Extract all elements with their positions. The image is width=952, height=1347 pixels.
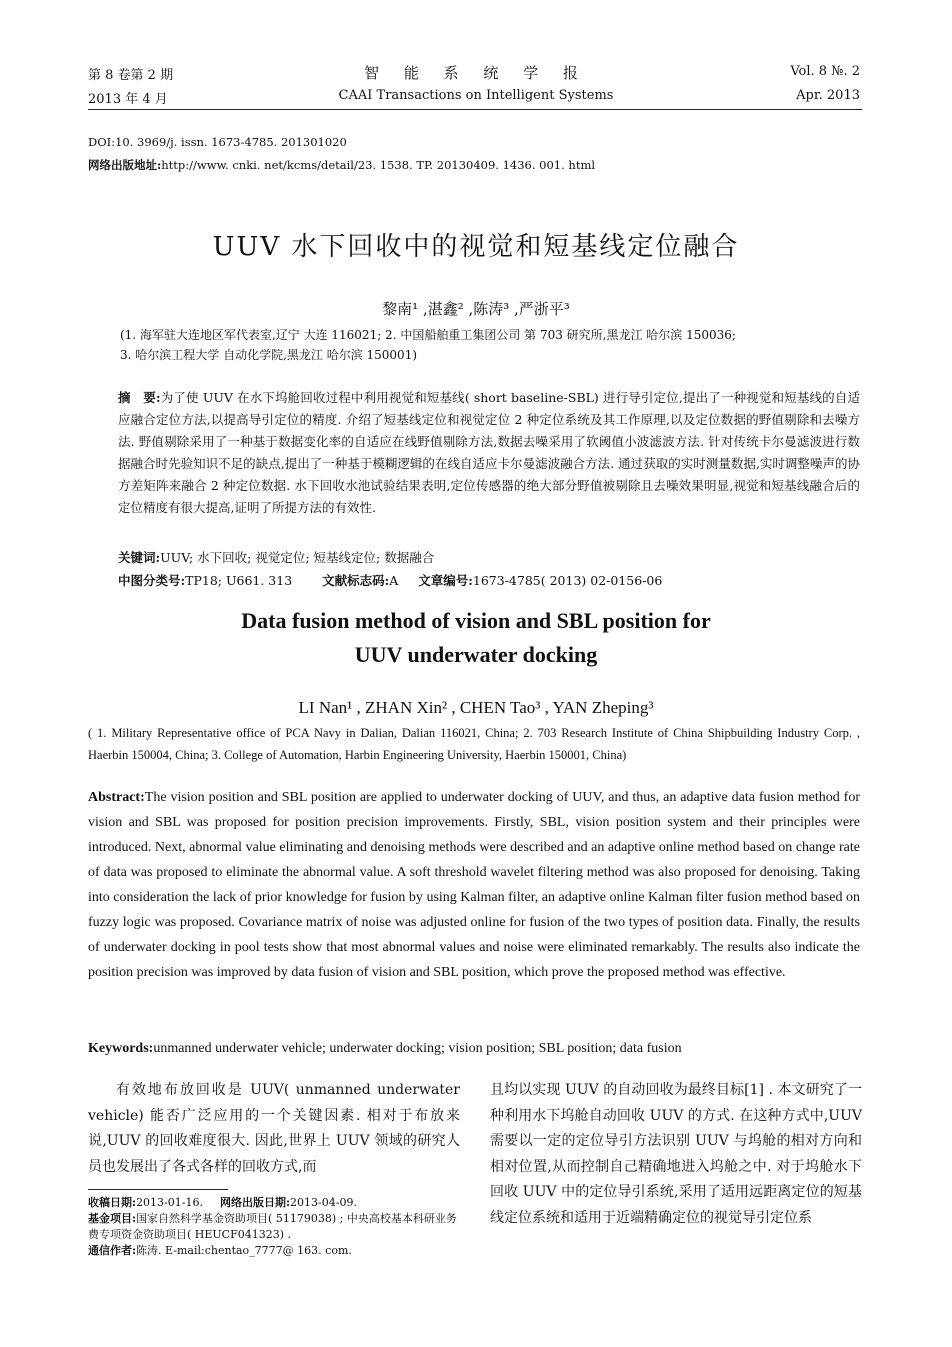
journal-name-cn: 智 能 系 统 学 报	[364, 64, 588, 82]
body-right-paragraph: 且均以实现 UUV 的自动回收为最终目标[1] . 本文研究了一种利用水下坞舱自动回收 UUV 的方式. 在这种方式中,UUV 需要以一定的定位导引方法识别 UUV 与坞舱的相对方向和相对位置,从而控制自己精确地进入坞舱之中. 对于坞舱水下回收 UUV 中的定位导引系统,采用了适用远距离定位的短基线定位系统和适用于近端精确定位的视觉导引定位系	[490, 1082, 862, 1226]
header-date-en: Apr. 2013	[796, 88, 860, 103]
abstract-en	[88, 785, 860, 985]
keywords-en	[88, 1036, 860, 1061]
abstract-cn-text: 为了使 UUV 在水下坞舱回收过程中利用视觉和短基线( short baseline-SBL) 进行导引定位,提出了一种视觉和短基线的自适应融合定位方法,以提高导引定位的精度. 介绍了短基线定位和视觉定位 2 种定位系统及其工作原理,以及定位数据的野值剔除和去噪方法. 野值剔除采用了一种基于数据变化率的自适应在线野值剔除方法,数据去噪采用了软阈值小波滤波方法. 针对传统卡尔曼滤波进行数据融合时先验知识不足的缺点,提出了一种基于模糊逻辑的在线自适应卡尔曼滤波融合方法. 通过获取的实时测量数据,实时调整噪声的协方差矩阵来融合 2 种定位数据. 水下回收水池试验结果表明,定位传感器的绝大部分野值被剔除且去噪效果明显,视觉和短基线融合后的定位精度有很大提高,证明了所提方法的有效性.	[118, 390, 860, 515]
title-en-line1: Data fusion method of vision and SBL position for	[241, 608, 711, 633]
affiliations-cn	[120, 325, 860, 365]
title-en-line2: UUV underwater docking	[354, 642, 598, 667]
doccode-value: A	[389, 573, 399, 588]
online-address-url[interactable]: http://www. cnki. net/kcms/detail/23. 1538. TP. 20130409. 1436. 001. html	[161, 158, 596, 172]
keywords-en-text: unmanned underwater vehicle; underwater docking; vision position; SBL position; data fusion	[153, 1041, 682, 1056]
footnote-corresponding	[88, 1243, 464, 1259]
keywords-en-label: Keywords:	[88, 1041, 154, 1056]
online-date: 2013-04-09.	[290, 1196, 357, 1209]
body-left-paragraph: 有效地布放回收是 UUV( unmanned underwater vehicle) 能否广泛应用的一个关键因素. 相对于布放来说,UUV 的回收难度很大. 因此,世界上 UUV 领域的研究人员也发展出了各式各样的回收方式,而	[88, 1082, 460, 1175]
footnote-fund	[88, 1211, 464, 1243]
doccode-label: 文献标志码:	[322, 573, 390, 588]
authors-en: LI Nan¹ , ZHAN Xin² , CHEN Tao³ , YAN Zheping³	[298, 698, 654, 717]
classification-line	[118, 570, 860, 592]
doi: DOI:10. 3969/j. issn. 1673-4785. 201301020	[88, 135, 347, 149]
online-address	[88, 157, 595, 173]
keywords-cn-text: UUV; 水下回收; 视觉定位; 短基线定位; 数据融合	[160, 550, 435, 565]
received-label: 收稿日期:	[88, 1196, 137, 1209]
affiliation-cn-line2: 3. 哈尔滨工程大学 自动化学院,黑龙江 哈尔滨 150001)	[120, 348, 418, 362]
abstract-cn-label: 摘 要:	[118, 390, 161, 405]
header-rule	[88, 109, 862, 110]
corresponding-text: 陈涛. E-mail:chentao_7777@ 163. com.	[136, 1244, 352, 1257]
affiliation-cn-line1: (1. 海军驻大连地区军代表室,辽宁 大连 116021; 2. 中国船舶重工集团公司 第 703 研究所,黑龙江 哈尔滨 150036;	[120, 328, 736, 342]
footnote-dates	[88, 1195, 464, 1211]
keywords-cn	[118, 547, 860, 569]
footnote-rule	[88, 1189, 228, 1190]
fund-text: 国家自然科学基金资助项目( 51179038) ; 中央高校基本科研业务费专项资金资助项目( HEUCF041323) .	[88, 1212, 457, 1241]
header-date: 2013 年 4 月	[88, 92, 168, 107]
journal-name-en: CAAI Transactions on Intelligent Systems	[338, 88, 614, 103]
received-date: 2013-01-16.	[136, 1196, 203, 1209]
footnotes	[88, 1195, 464, 1259]
online-address-label: 网络出版地址:	[88, 158, 162, 172]
authors-cn: 黎南¹ ,湛鑫² ,陈涛³ ,严浙平³	[382, 300, 570, 318]
title-en	[0, 604, 952, 672]
fund-label: 基金项目:	[88, 1212, 137, 1225]
header-volume: 第 8 卷第 2 期	[88, 68, 174, 83]
header-vol-en: Vol. 8 №. 2	[790, 64, 860, 79]
artno-value: 1673-4785( 2013) 02-0156-06	[472, 573, 663, 588]
abstract-en-label: Abstract:	[88, 790, 145, 805]
abstract-cn	[118, 387, 860, 519]
title-cn: UUV 水下回收中的视觉和短基线定位融合	[212, 232, 740, 262]
artno-label: 文章编号:	[418, 573, 473, 588]
online-date-label: 网络出版日期:	[219, 1196, 291, 1209]
class-value: TP18; U661. 313	[185, 573, 293, 588]
abstract-en-text: The vision position and SBL position are applied to underwater docking of UUV, and thus, an adaptive data fusion method for vision and SBL was proposed for position precision improvements. Firstly, SBL, vision position system and their principles were introduced. Next, abnormal value eliminating and denoising methods were described and an adaptive online method based on change rate of data was proposed to eliminate the abnormal value. A soft threshold wavelet filtering method was also proposed for denoising. Taking into consideration the lack of prior knowledge for fusion by using Kalman filter, an adaptive online Kalman filter fusion method based on fuzzy logic was proposed. Covariance matrix of noise was adjusted online for fusion of the two types of position data. Finally, the results of underwater docking in pool tests show that most abnormal values and noise were eliminated remarkably. The results also indicate the position precision was improved by data fusion of vision and SBL position, which prove the proposed method was effective.	[88, 790, 860, 980]
class-label: 中图分类号:	[118, 573, 186, 588]
keywords-cn-label: 关键词:	[118, 550, 161, 565]
affiliations-en: ( 1. Military Representative office of PCA Navy in Dalian, Dalian 116021, China; 2. 703 Research Institute of China Shipbuilding Industry Corp. , Haerbin 150004, China; 3. College of Automation, Harbin Engineering University, Haerbin 150001, China)	[88, 726, 860, 762]
corresponding-label: 通信作者:	[88, 1244, 137, 1257]
